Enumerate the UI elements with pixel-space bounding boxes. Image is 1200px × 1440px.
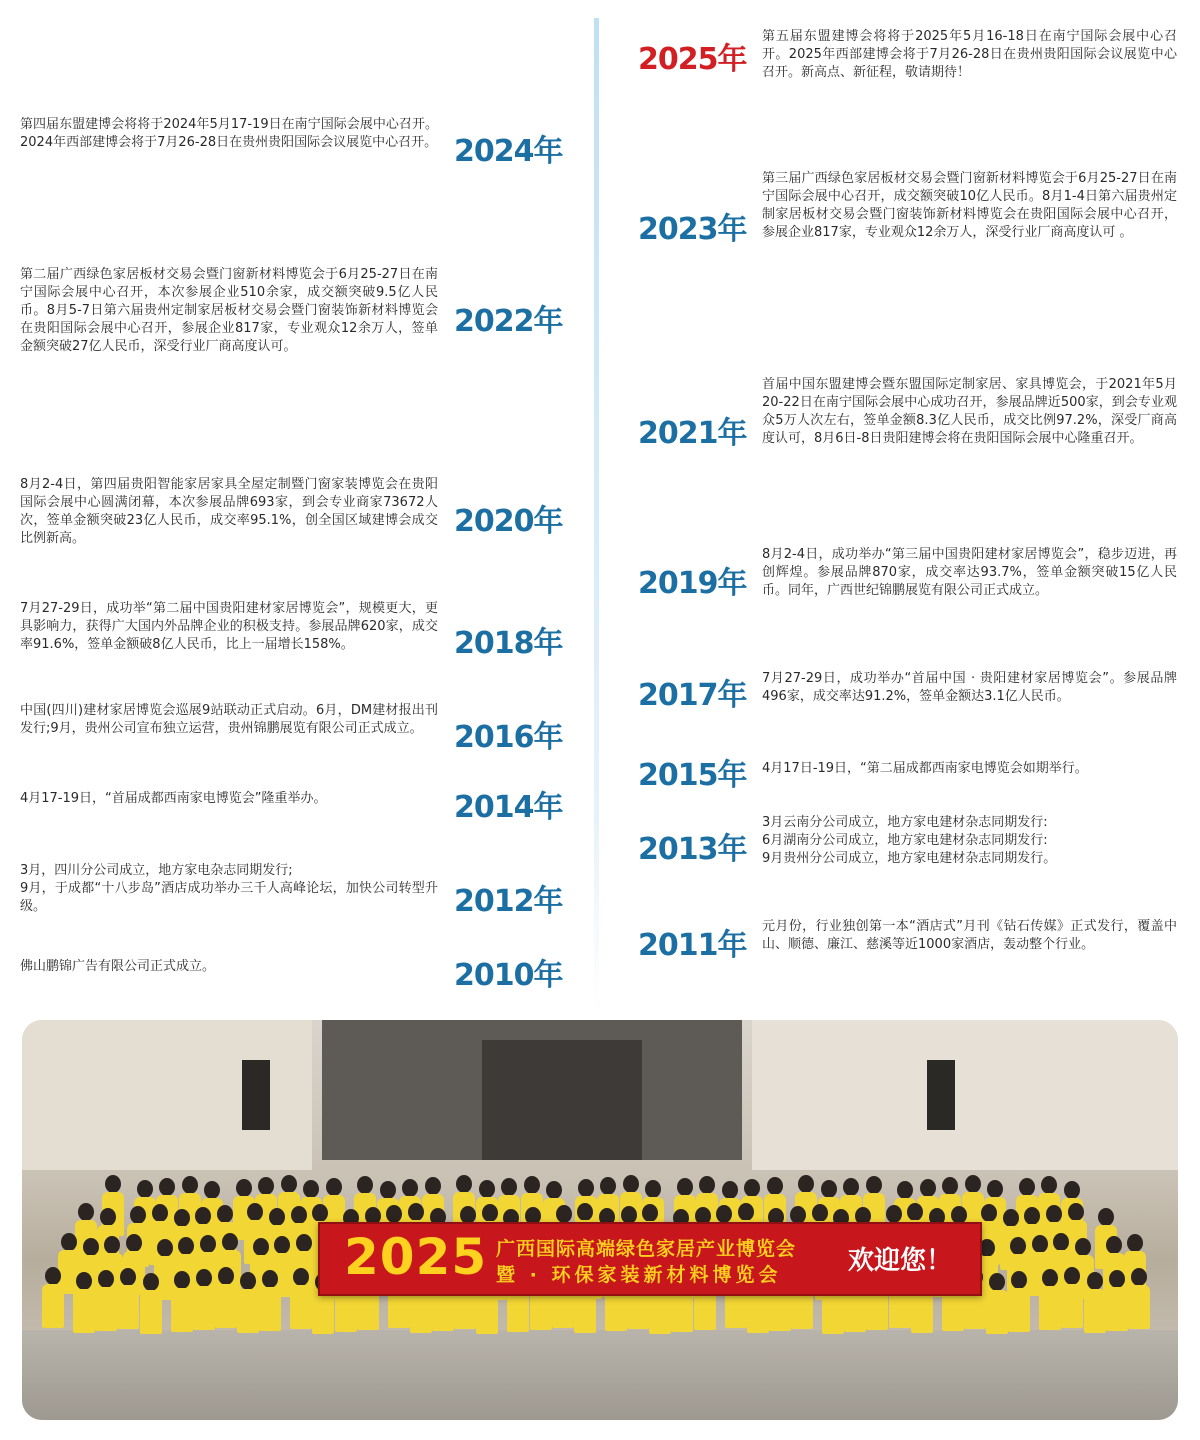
crowd-person — [73, 1272, 95, 1333]
entry-year: 2014年 — [454, 790, 563, 825]
banner-welcome: 欢迎您！ — [848, 1246, 953, 1276]
entry-year: 2012年 — [454, 884, 563, 919]
entry-year: 2024年 — [454, 134, 563, 169]
entry-year: 2015年 — [638, 758, 747, 793]
crowd-person — [1008, 1271, 1030, 1332]
entry-text: 第三届广西绿色家居板材交易会暨门窗新材料博览会于6月25-27日在南宁国际会展中心召开，成交额突破10亿人民币。8月1-4日第六届贵州定制家居板材交易会暨门窗装饰新材料博览会在贵阳国际会展中心召开，参展企业817家，专业观众12余万人，深受行业厂商高度认可 。 — [762, 171, 1177, 240]
crowd-person — [193, 1269, 215, 1330]
entry-text: 首届中国东盟建博会暨东盟国际定制家居、家具博览会，于2021年5月20-22日在南宁国际会展中心成功召开，参展品牌近500家，到会专业观众5万人次左右，签单金额8.3亿人民币，成交比例97.2%，深受厂商高度认可，8月6日-8日贵阳建博会将在贵阳国际会展中心隆重召开。 — [762, 377, 1177, 446]
building-wall-right — [752, 1020, 1178, 1170]
crowd-person — [42, 1267, 64, 1328]
building-entrance — [482, 1040, 642, 1160]
entry-year: 2016年 — [454, 720, 563, 755]
entry-year: 2020年 — [454, 504, 563, 539]
crowd-person — [259, 1270, 281, 1331]
entry-text: 7月27-29日，成功举办“首届中国 · 贵阳建材家居博览会”。参展品牌496家，成交率达91.2%，签单金额达3.1亿人民币。 — [762, 671, 1177, 704]
crowd-person — [290, 1268, 312, 1329]
entry-year: 2019年 — [638, 566, 747, 601]
entry-year: 2011年 — [638, 928, 747, 963]
entry-text: 第二届广西绿色家居板材交易会暨门窗新材料博览会于6月25-27日在南宁国际会展中心召开，本次参展企业510余家，成交额突破9.5亿人民币。8月5-7日第六届贵州定制家居板材交易会暨门窗装饰新材料博览会在贵阳国际会展中心召开，参展企业817家，专业观众12余万人，签单金额突破27亿人民币，深受行业厂商高度认可。 — [20, 267, 438, 354]
entry-year: 2021年 — [638, 416, 747, 451]
crowd-person — [1084, 1272, 1106, 1333]
crowd-person — [140, 1273, 162, 1334]
entry-year: 2023年 — [638, 212, 747, 247]
wall-lamp — [927, 1060, 955, 1130]
wall-lamp — [242, 1060, 270, 1130]
crowd-person — [986, 1273, 1008, 1334]
crowd-person — [1061, 1267, 1083, 1328]
entry-text: 4月17-19日，“首届成都西南家电博览会”隆重举办。 — [20, 791, 327, 806]
entry-text: 8月2-4日，第四届贵阳智能家居家具全屋定制暨门窗家装博览会在贵阳国际会展中心圆满闭幕，本次参展品牌693家，到会专业商家73672人次，签单金额突破23亿人民币，成交率95.1%，创全国区域建博会成交比例新高。 — [20, 477, 438, 546]
entry-year: 2018年 — [454, 626, 563, 661]
crowd-person — [117, 1268, 139, 1329]
entry-text: 4月17日-19日，“第二届成都西南家电博览会如期举行。 — [762, 761, 1088, 776]
banner-title-line2: 暨 · 环保家装新材料博览会 — [496, 1264, 782, 1286]
timeline-divider — [594, 18, 599, 1013]
entry-year: 2017年 — [638, 678, 747, 713]
entry-year: 2010年 — [454, 958, 563, 993]
entry-text: 3月，四川分公司成立，地方家电杂志同期发行; 9月，于成都“十八步岛”酒店成功举办三千人高峰论坛，加快公司转型升级。 — [20, 863, 438, 914]
crowd-person — [95, 1270, 117, 1331]
entry-text: 第五届东盟建博会将将于2025年5月16-18日在南宁国际会展中心召开。2025年西部建博会将于7月26-28日在贵州贵阳国际会议展览中心召开。新高点、新征程，敬请期待！ — [762, 29, 1177, 80]
entry-year: 2013年 — [638, 832, 747, 867]
entry-text: 元月份，行业独创第一本“酒店式”月刊《钻石传媒》正式发行，覆盖中山、顺德、廉江、慈溪等近1000家酒店，轰动整个行业。 — [762, 919, 1177, 952]
entry-text: 7月27-29日，成功举“第二届中国贵阳建材家居博览会”，规模更大，更具影响力，获得广大国内外品牌企业的积极支持。参展品牌620家，成交率91.6%，签单金额破8亿人民币，比上一届增长158%。 — [20, 601, 438, 652]
crowd-person — [1039, 1269, 1061, 1330]
entry-text: 8月2-4日，成功举办“第三届中国贵阳建材家居博览会”，稳步迈进，再创辉煌。参展品牌870家，成交率达93.7%，签单金额突破15亿人民币。同年，广西世纪锦鹏展览有限公司正式成立。 — [762, 547, 1177, 598]
entry-year: 2022年 — [454, 304, 563, 339]
entry-year: 2025年 — [638, 42, 747, 77]
crowd-person — [215, 1267, 237, 1328]
group-photo — [22, 1020, 1178, 1420]
crowd-person — [171, 1271, 193, 1332]
entry-text: 中国(四川)建材家居博览会巡展9站联动正式启动。6月，DM建材报出刊发行;9月，贵州公司宣布独立运营，贵州锦鹏展览有限公司正式成立。 — [20, 703, 438, 736]
crowd-person — [1106, 1270, 1128, 1331]
entry-text: 3月云南分公司成立，地方家电建材杂志同期发行: 6月湖南分公司成立，地方家电建材杂志同期发行: 9月贵州分公司成立，地方家电建材杂志同期发行。 — [762, 815, 1057, 866]
entry-text: 第四届东盟建博会将将于2024年5月17-19日在南宁国际会展中心召开。2024年西部建博会将于7月26-28日在贵州贵阳国际会议展览中心召开。 — [20, 117, 438, 150]
banner-year: 2025 — [344, 1228, 488, 1286]
crowd-person — [1128, 1268, 1150, 1329]
banner-title-line1: 广西国际高端绿色家居产业博览会 — [496, 1238, 797, 1260]
welcome-banner — [318, 1222, 982, 1296]
crowd-person — [237, 1272, 259, 1333]
entry-text: 佛山鹏锦广告有限公司正式成立。 — [20, 959, 216, 974]
